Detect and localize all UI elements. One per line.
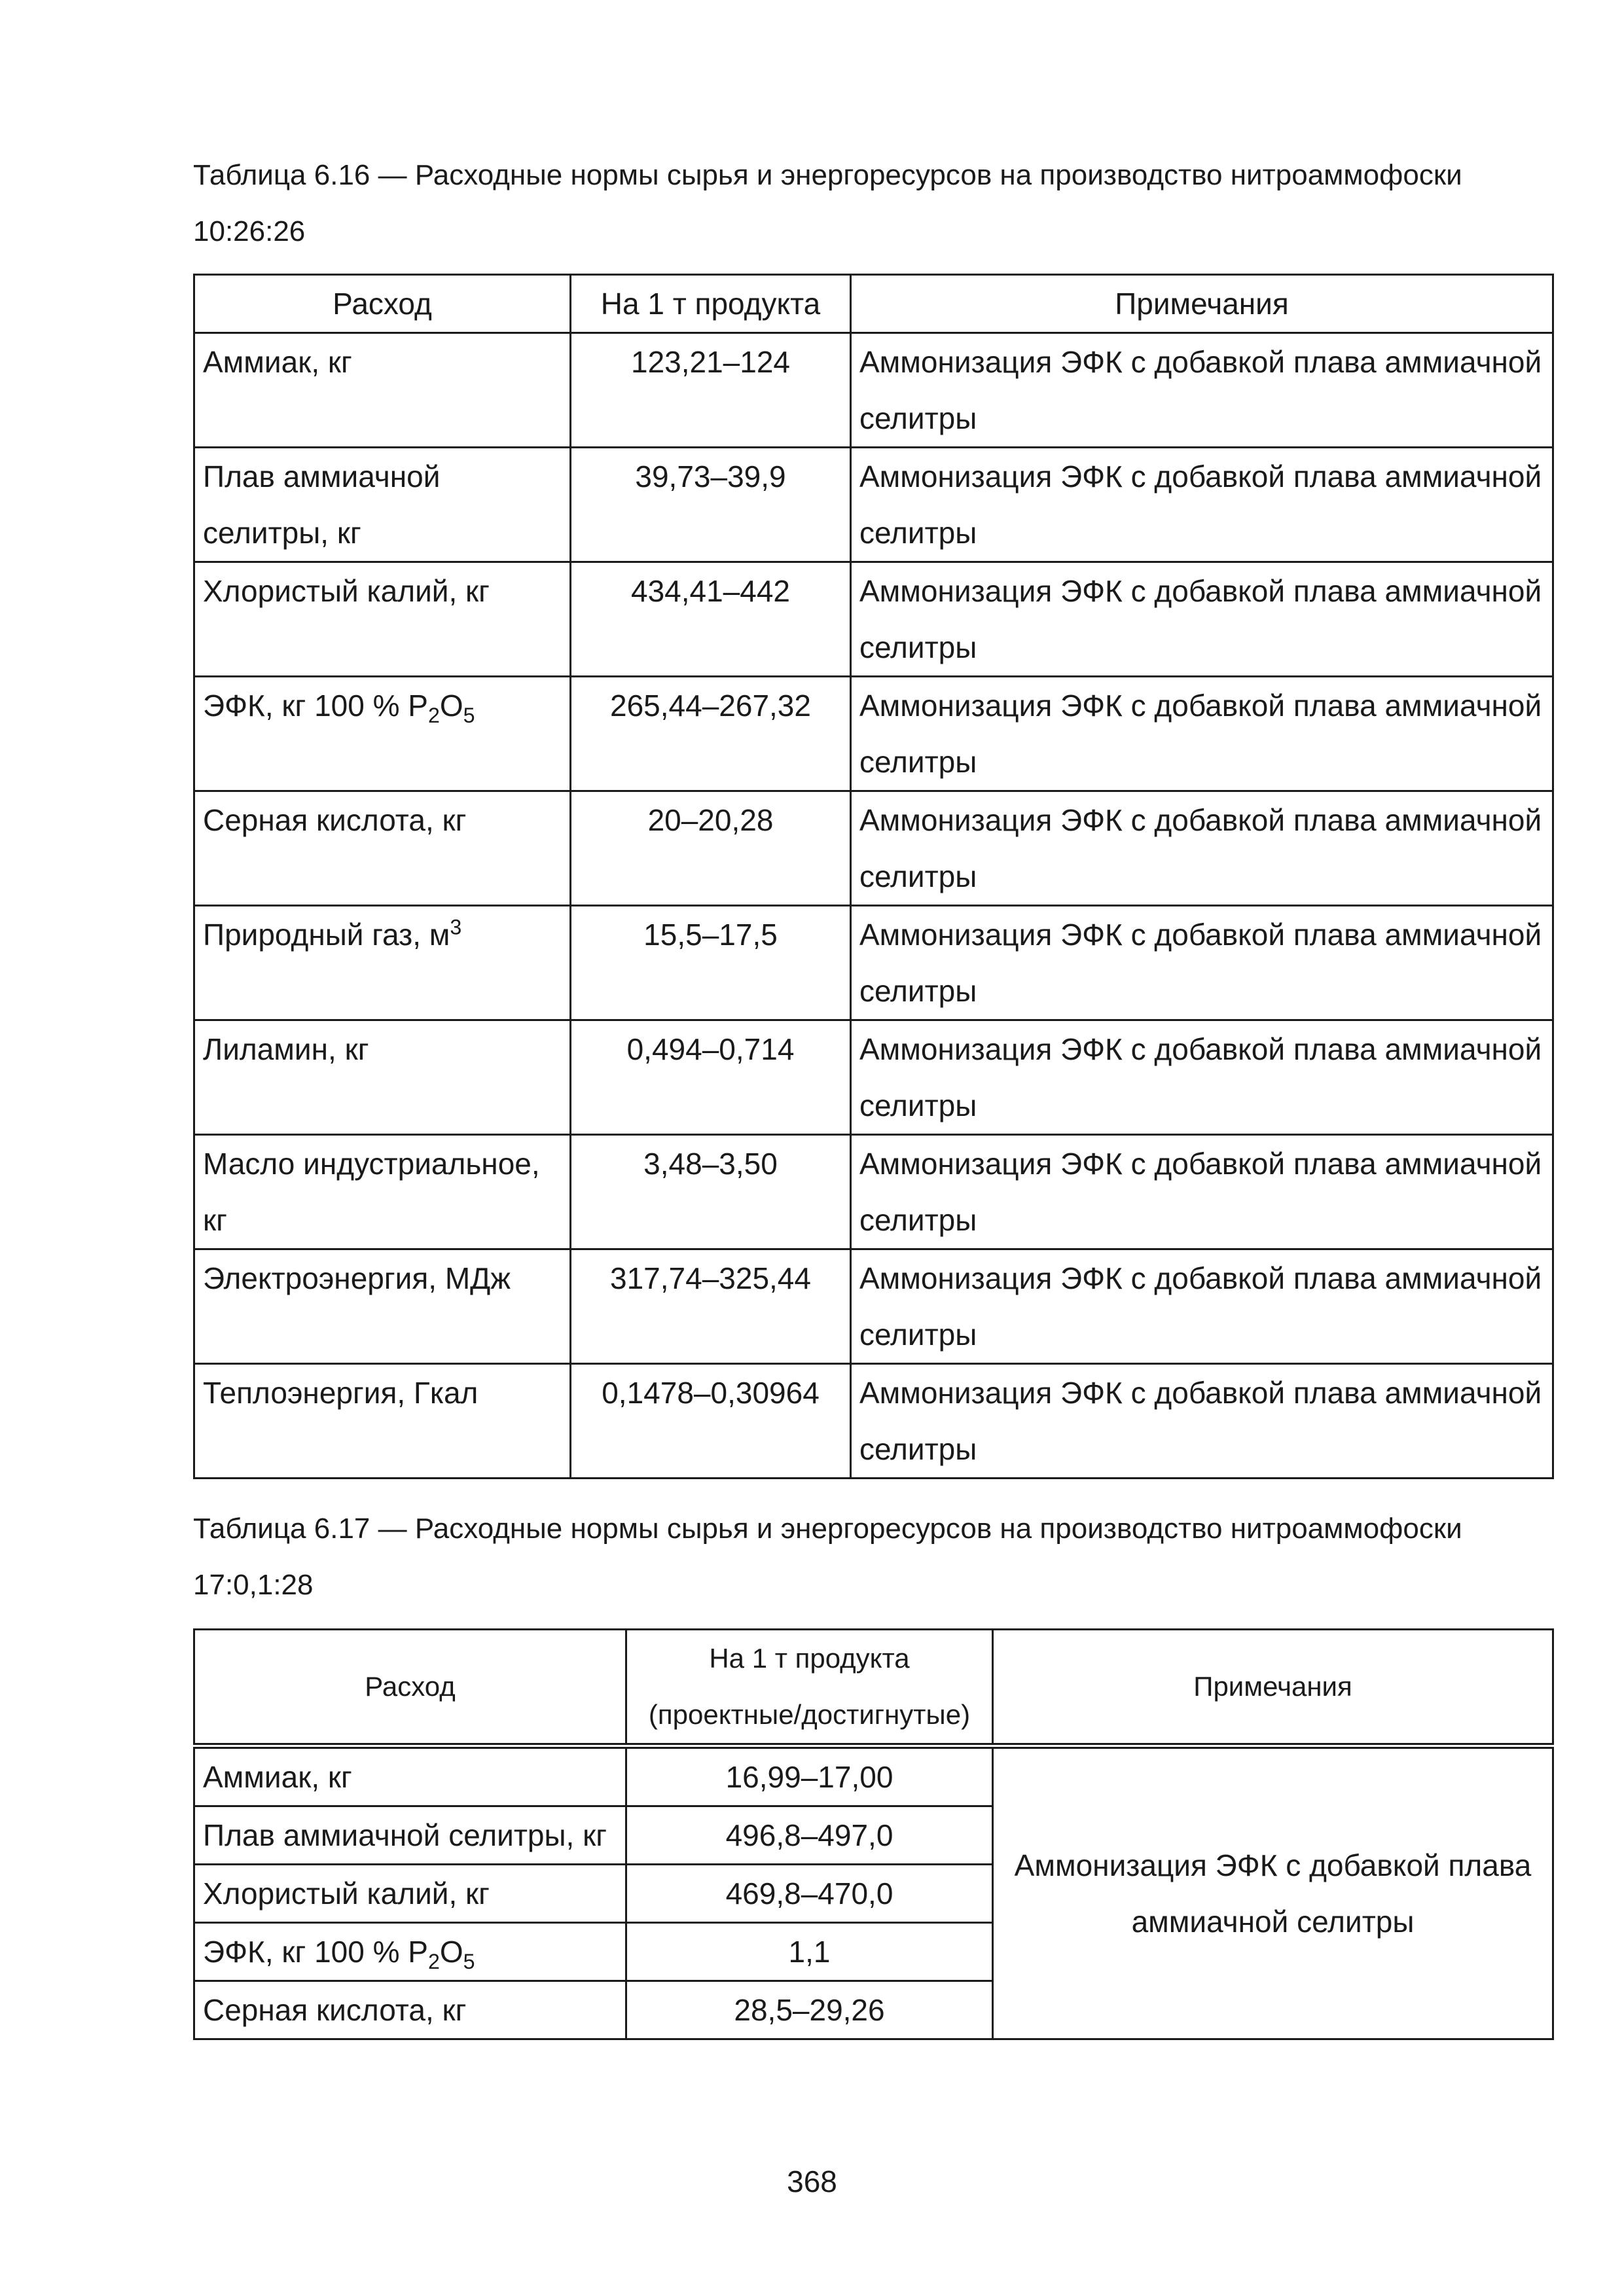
table-6-16 [193, 274, 1554, 1479]
row-note: Аммонизация ЭФК с добавкой плава аммиачной селитры [851, 448, 1553, 562]
row-note: Аммонизация ЭФК с добавкой плава аммиачной селитры [851, 1135, 1553, 1249]
table-row [194, 906, 1553, 1020]
row-value: 0,1478–0,30964 [571, 1364, 851, 1479]
row-note: Аммонизация ЭФК с добавкой плава аммиачной селитры [851, 1020, 1553, 1135]
row-value: 496,8–497,0 [626, 1806, 993, 1865]
row-value: 317,74–325,44 [571, 1249, 851, 1364]
table-row [194, 333, 1553, 448]
row-value: 1,1 [626, 1923, 993, 1981]
table-row [194, 791, 1553, 906]
row-value: 0,494–0,714 [571, 1020, 851, 1135]
header-expense: Расход [194, 275, 571, 333]
table-row [194, 1020, 1553, 1135]
row-item: ЭФК, кг 100 % $P_2O_5$ [194, 1923, 626, 1981]
row-item: Серная кислота, кг [194, 1981, 626, 2039]
row-note: Аммонизация ЭФК с добавкой плава аммиачной селитры [851, 906, 1553, 1020]
row-note: Аммонизация ЭФК с добавкой плава аммиачной селитры [851, 1249, 1553, 1364]
row-note: Аммонизация ЭФК с добавкой плава аммиачной селитры [851, 1364, 1553, 1479]
row-value: 265,44–267,32 [571, 677, 851, 791]
row-note: Аммонизация ЭФК с добавкой плава аммиачной селитры [851, 677, 1553, 791]
header-notes: Примечания [993, 1630, 1553, 1746]
row-item: Аммиак, кг [194, 1746, 626, 1806]
table-row [194, 1746, 1553, 1806]
row-item: Природный газ, $м^3$ [194, 906, 571, 1020]
merged-note: Аммонизация ЭФК с добавкой плава аммиачной селитры [993, 1746, 1553, 2039]
row-note: Аммонизация ЭФК с добавкой плава аммиачной селитры [851, 333, 1553, 448]
row-value: 15,5–17,5 [571, 906, 851, 1020]
row-value: 469,8–470,0 [626, 1865, 993, 1923]
row-value: 434,41–442 [571, 562, 851, 677]
row-item: Масло индустриальное, кг [194, 1135, 571, 1249]
header-notes: Примечания [851, 275, 1553, 333]
table-6-17-caption: Таблица 6.17 — Расходные нормы сырья и энергоресурсов на производство нитроаммофоски 17:0,1:28 [193, 1513, 1462, 1601]
table-row [194, 1135, 1553, 1249]
row-item: Теплоэнергия, Гкал [194, 1364, 571, 1479]
row-item: Лиламин, кг [194, 1020, 571, 1135]
table-row [194, 448, 1553, 562]
row-value: 16,99–17,00 [626, 1746, 993, 1806]
page-number: 368 [787, 2164, 837, 2198]
row-item: Плав аммиачной селитры, кг [194, 448, 571, 562]
row-note: Аммонизация ЭФК с добавкой плава аммиачной селитры [851, 791, 1553, 906]
row-value: 3,48–3,50 [571, 1135, 851, 1249]
header-per-ton: На 1 т продукта (проектные/достигнутые) [626, 1630, 993, 1746]
table-header-row [194, 1630, 1553, 1746]
table-row [194, 1364, 1553, 1479]
table-header-row [194, 275, 1553, 333]
row-item: Аммиак, кг [194, 333, 571, 448]
table-row [194, 1249, 1553, 1364]
row-value: 123,21–124 [571, 333, 851, 448]
table-row [194, 677, 1553, 791]
table-row [194, 562, 1553, 677]
row-value: 39,73–39,9 [571, 448, 851, 562]
row-item: ЭФК, кг 100 % $P_2O_5$ [194, 677, 571, 791]
header-per-ton: На 1 т продукта [571, 275, 851, 333]
row-value: 28,5–29,26 [626, 1981, 993, 2039]
table-6-16-caption: Таблица 6.16 — Расходные нормы сырья и энергоресурсов на производство нитроаммофоски 10:26:26 [193, 159, 1462, 247]
row-value: 20–20,28 [571, 791, 851, 906]
header-expense: Расход [194, 1630, 626, 1746]
row-item: Плав аммиачной селитры, кг [194, 1806, 626, 1865]
row-item: Серная кислота, кг [194, 791, 571, 906]
row-note: Аммонизация ЭФК с добавкой плава аммиачной селитры [851, 562, 1553, 677]
row-item: Хлористый калий, кг [194, 562, 571, 677]
table-6-17 [193, 1628, 1554, 2040]
row-item: Хлористый калий, кг [194, 1865, 626, 1923]
row-item: Электроэнергия, МДж [194, 1249, 571, 1364]
